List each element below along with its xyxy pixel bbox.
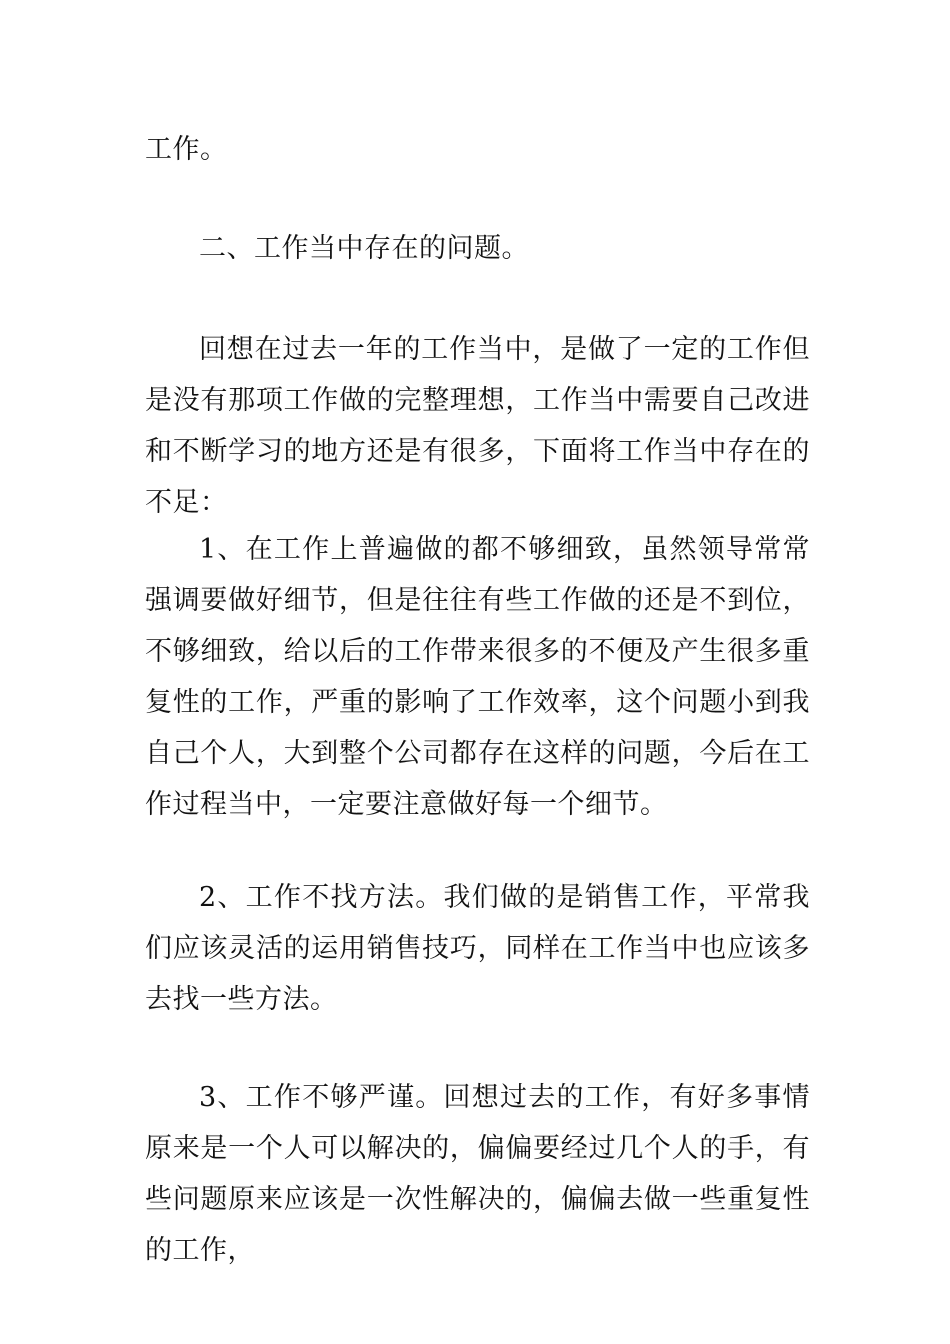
section-heading: 二、工作当中存在的问题。	[199, 233, 529, 264]
paragraph-item-1: 1、在工作上普遍做的都不够细致，虽然领导常常强调要做好细节，但是往往有些工作做的还是不到位，不够细致，给以后的工作带来很多的不便及产生很多重复性的工作，严重的影响了工作效率，这个问题小到我自己个人，大到整个公司都存在这样的问题，今后在工作过程当中，一定要注意做好每一个细节。	[145, 534, 810, 820]
paragraph-continuation: 工作。	[145, 134, 228, 165]
paragraph-intro: 回想在过去一年的工作当中，是做了一定的工作但是没有那项工作做的完整理想，工作当中需要自己改进和不断学习的地方还是有很多，下面将工作当中存在的不足：	[145, 334, 810, 518]
paragraph-item-3: 3、工作不够严谨。回想过去的工作，有好多事情原来是一个人可以解决的，偏偏要经过几个人的手，有些问题原来应该是一次性解决的，偏偏去做一些重复性的工作，	[145, 1082, 810, 1266]
paragraph-item-2: 2、工作不找方法。我们做的是销售工作，平常我们应该灵活的运用销售技巧，同样在工作当中也应该多去找一些方法。	[145, 882, 810, 1015]
